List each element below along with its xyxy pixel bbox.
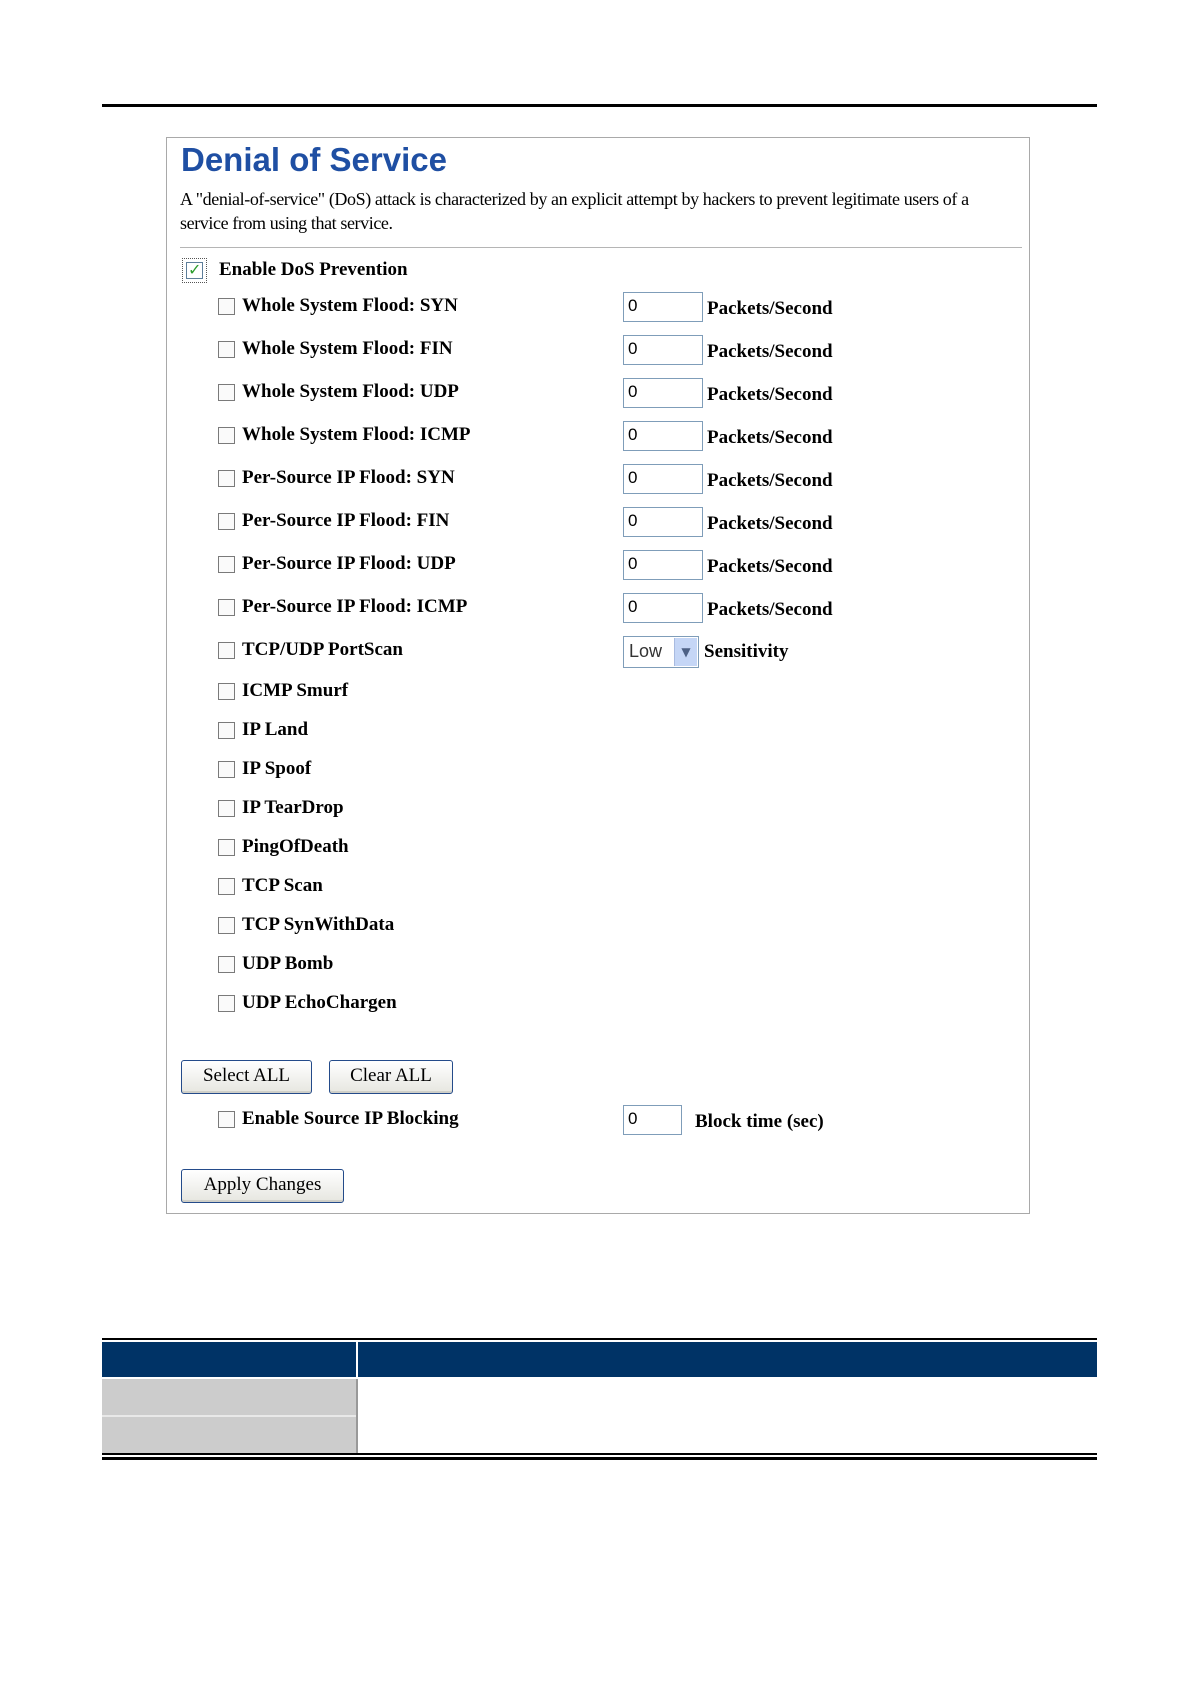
flood-label: Per-Source IP Flood: SYN: [242, 467, 455, 488]
option-checkbox-ip-land[interactable]: [218, 722, 235, 739]
portscan-checkbox[interactable]: [218, 642, 235, 659]
option-checkbox-ip-spoof[interactable]: [218, 761, 235, 778]
flood-unit-label: Packets/Second: [707, 298, 833, 319]
flood-rate-input[interactable]: 0: [623, 593, 703, 623]
option-checkbox-ping-of-death[interactable]: [218, 839, 235, 856]
page-title: Denial of Service: [181, 141, 447, 178]
block-time-label: Block time (sec): [695, 1111, 824, 1132]
flood-unit-label: Packets/Second: [707, 513, 833, 534]
flood-rate-input[interactable]: 0: [623, 335, 703, 365]
enable-dos-checkbox[interactable]: [186, 262, 203, 279]
flood-label: Whole System Flood: FIN: [242, 338, 453, 359]
flood-unit-label: Packets/Second: [707, 427, 833, 448]
option-checkbox-udp-bomb[interactable]: [218, 956, 235, 973]
sensitivity-value: Low: [629, 641, 663, 661]
source-ip-blocking-label: Enable Source IP Blocking: [242, 1108, 459, 1129]
option-label: UDP Bomb: [242, 953, 334, 974]
option-label: PingOfDeath: [242, 836, 349, 857]
flood-rate-input[interactable]: 0: [623, 507, 703, 537]
table-top-rule: [102, 1338, 1097, 1340]
dos-settings-panel: [166, 137, 1030, 1214]
enable-dos-label: Enable DoS Prevention: [219, 259, 408, 280]
portscan-label: TCP/UDP PortScan: [242, 639, 403, 660]
table-bottom-rule: [102, 1457, 1097, 1460]
option-label: ICMP Smurf: [242, 680, 349, 701]
option-label: TCP SynWithData: [242, 914, 395, 935]
flood-rate-input[interactable]: 0: [623, 292, 703, 322]
flood-label: Whole System Flood: UDP: [242, 381, 459, 402]
flood-unit-label: Packets/Second: [707, 384, 833, 405]
flood-checkbox-icmp-source[interactable]: [218, 599, 235, 616]
flood-checkbox-syn-whole[interactable]: [218, 298, 235, 315]
apply-changes-button[interactable]: Apply Changes: [181, 1169, 344, 1203]
flood-label: Per-Source IP Flood: FIN: [242, 510, 450, 531]
option-checkbox-tcp-synwithdata[interactable]: [218, 917, 235, 934]
flood-label: Whole System Flood: SYN: [242, 295, 458, 316]
table-header-separator: [356, 1342, 358, 1377]
flood-checkbox-fin-source[interactable]: [218, 513, 235, 530]
flood-label: Per-Source IP Flood: UDP: [242, 553, 456, 574]
flood-rate-input[interactable]: 0: [623, 421, 703, 451]
option-checkbox-icmp-smurf[interactable]: [218, 683, 235, 700]
flood-rate-input[interactable]: 0: [623, 464, 703, 494]
table-object-cell: [102, 1417, 356, 1453]
sensitivity-select[interactable]: [623, 636, 699, 668]
option-label: IP Spoof: [242, 758, 312, 779]
flood-checkbox-fin-whole[interactable]: [218, 341, 235, 358]
block-time-input[interactable]: 0: [623, 1105, 682, 1135]
page-description: A "denial-of-service" (DoS) attack is characterized by an explicit attempt by hackers to prevent legitimate users of a service from using that service.: [180, 189, 969, 233]
source-ip-blocking-checkbox[interactable]: [218, 1111, 235, 1128]
flood-checkbox-icmp-whole[interactable]: [218, 427, 235, 444]
flood-label: Whole System Flood: ICMP: [242, 424, 471, 445]
flood-rate-input[interactable]: 0: [623, 550, 703, 580]
flood-unit-label: Packets/Second: [707, 556, 833, 577]
select-all-button[interactable]: Select ALL: [181, 1060, 312, 1094]
table-column-separator: [356, 1379, 358, 1453]
page-top-rule: [102, 104, 1097, 107]
option-label: IP Land: [242, 719, 309, 740]
clear-all-button[interactable]: Clear ALL: [329, 1060, 453, 1094]
chevron-down-icon[interactable]: ▼: [674, 638, 697, 666]
option-label: TCP Scan: [242, 875, 323, 896]
sensitivity-label: Sensitivity: [704, 641, 789, 662]
divider: [180, 247, 1022, 248]
option-checkbox-tcp-scan[interactable]: [218, 878, 235, 895]
flood-rate-input[interactable]: 0: [623, 378, 703, 408]
flood-checkbox-udp-whole[interactable]: [218, 384, 235, 401]
flood-unit-label: Packets/Second: [707, 470, 833, 491]
flood-unit-label: Packets/Second: [707, 341, 833, 362]
table-bottom-rule: [102, 1453, 1097, 1455]
table-object-cell: [102, 1379, 356, 1415]
flood-label: Per-Source IP Flood: ICMP: [242, 596, 468, 617]
option-label: UDP EchoChargen: [242, 992, 397, 1013]
option-checkbox-ip-teardrop[interactable]: [218, 800, 235, 817]
table-header: [102, 1342, 1097, 1377]
flood-checkbox-syn-source[interactable]: [218, 470, 235, 487]
flood-unit-label: Packets/Second: [707, 599, 833, 620]
flood-checkbox-udp-source[interactable]: [218, 556, 235, 573]
option-checkbox-udp-echochargen[interactable]: [218, 995, 235, 1012]
option-label: IP TearDrop: [242, 797, 344, 818]
